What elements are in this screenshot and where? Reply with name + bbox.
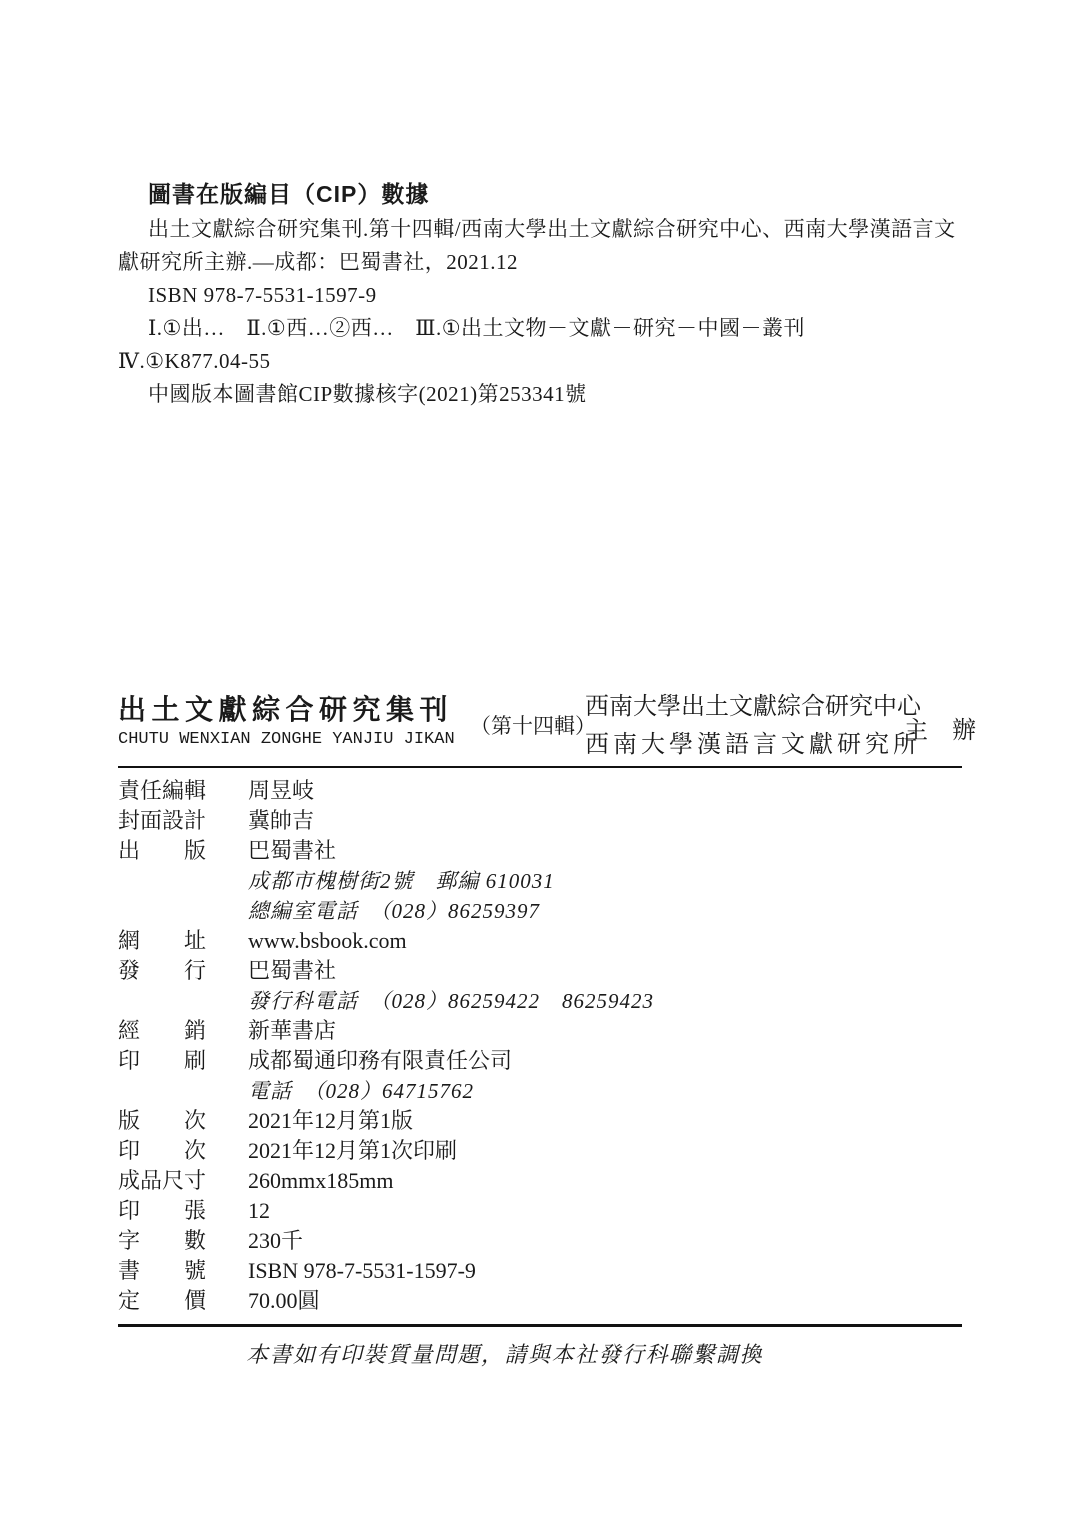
- colophon-label: 書 號: [118, 1258, 207, 1283]
- cip-record-number: 中國版本圖書館CIP數據核字(2021)第253341號: [148, 382, 587, 406]
- cip-heading: 圖書在版編目（CIP）數據: [148, 181, 430, 207]
- cip-description-line-2: 獻研究所主辦.—成都：巴蜀書社，2021.12: [118, 250, 518, 274]
- printer-name: 成都蜀通印務有限責任公司: [248, 1048, 513, 1073]
- colophon-row: [118, 986, 962, 1016]
- distribution-phone: 發行科電話 （028）86259422 86259423: [248, 989, 654, 1013]
- trim-size: 260mmx185mm: [248, 1168, 394, 1193]
- colophon-row: [118, 896, 962, 926]
- organizer-line-1: 西南大學出土文獻綜合研究中心: [585, 694, 921, 720]
- website-url: www.bsbook.com: [248, 928, 407, 953]
- colophon-value: 冀帥吉: [248, 808, 315, 833]
- volume-number: （第十四輯）: [470, 714, 596, 738]
- book-title-pinyin: CHUTU WENXIAN ZONGHE YANJIU JIKAN: [118, 730, 455, 749]
- colophon-label: 字 數: [118, 1228, 207, 1253]
- sheet-count: 12: [248, 1198, 270, 1223]
- colophon-row: [118, 1016, 962, 1046]
- colophon-row: [118, 1136, 962, 1166]
- colophon-label: 網 址: [118, 928, 207, 953]
- colophon-label: [118, 866, 206, 896]
- editorial-office-phone: 總編室電話 （028）86259397: [248, 899, 540, 923]
- cip-classification-line-2: Ⅳ.①K877.04-55: [118, 349, 271, 373]
- colophon-row: [118, 836, 962, 866]
- colophon-table: [118, 776, 962, 1316]
- colophon-label: 成品尺寸: [118, 1168, 207, 1193]
- divider-rule-top: [118, 766, 962, 768]
- colophon-row: [118, 956, 962, 986]
- colophon-label: 發 行: [118, 958, 207, 983]
- colophon-label: 定 價: [118, 1288, 207, 1313]
- colophon-row: [118, 806, 962, 836]
- colophon-value: 巴蜀書社: [248, 958, 337, 983]
- cip-isbn-line: ISBN 978-7-5531-1597-9: [148, 283, 377, 307]
- colophon-label: 出 版: [118, 838, 207, 863]
- colophon-label: [118, 896, 206, 926]
- price: 70.00圓: [248, 1288, 320, 1313]
- isbn-number: ISBN 978-7-5531-1597-9: [248, 1258, 476, 1283]
- colophon-row: [118, 1046, 962, 1076]
- cip-description-line-1: 出土文獻綜合研究集刊.第十四輯/西南大學出土文獻綜合研究中心、西南大學漢語言文: [148, 217, 956, 241]
- book-title: 出土文獻綜合研究集刊: [118, 694, 454, 725]
- colophon-label: 版 次: [118, 1108, 207, 1133]
- colophon-row: [118, 926, 962, 956]
- colophon-label: [118, 986, 206, 1016]
- masthead: [118, 688, 976, 764]
- word-count: 230千: [248, 1228, 304, 1253]
- colophon-row: [118, 1166, 962, 1196]
- colophon-row: [118, 776, 962, 806]
- edition-info: 2021年12月第1版: [248, 1108, 414, 1133]
- organizer-role: 主 辦: [904, 718, 976, 744]
- colophon-value: 巴蜀書社: [248, 838, 337, 863]
- colophon-row: [118, 1076, 962, 1106]
- printing-info: 2021年12月第1次印刷: [248, 1138, 458, 1163]
- colophon-label: 經 銷: [118, 1018, 207, 1043]
- quality-notice: 本書如有印裝質量問題，請與本社發行科聯繫調換: [246, 1342, 764, 1367]
- colophon-label: 責任編輯: [118, 778, 207, 803]
- colophon-label: 印 刷: [118, 1048, 207, 1073]
- colophon-row: [118, 866, 962, 896]
- colophon-label: 封面設計: [118, 808, 207, 833]
- colophon-row: [118, 1226, 962, 1256]
- divider-rule-bottom: [118, 1324, 962, 1327]
- cip-block: [118, 176, 978, 411]
- colophon-label: 印 張: [118, 1198, 207, 1223]
- colophon-value: 周昱岐: [248, 778, 315, 803]
- colophon-value: 新華書店: [248, 1018, 337, 1043]
- colophon-row: [118, 1196, 962, 1226]
- colophon-label: 印 次: [118, 1138, 207, 1163]
- publisher-address: 成都市槐樹街2號 郵編 610031: [248, 869, 555, 893]
- organizer-line-2: 西南大學漢語言文獻研究所: [585, 732, 921, 758]
- cip-classification-line-1: Ⅰ.①出… Ⅱ.①西…②西… Ⅲ.①出土文物－文獻－研究－中國－叢刊: [148, 316, 806, 340]
- colophon-label: [118, 1076, 206, 1106]
- colophon-row: [118, 1286, 962, 1316]
- colophon-row: [118, 1256, 962, 1286]
- printer-phone: 電話 （028）64715762: [248, 1079, 474, 1103]
- colophon-row: [118, 1106, 962, 1136]
- organizer-names: [585, 688, 923, 764]
